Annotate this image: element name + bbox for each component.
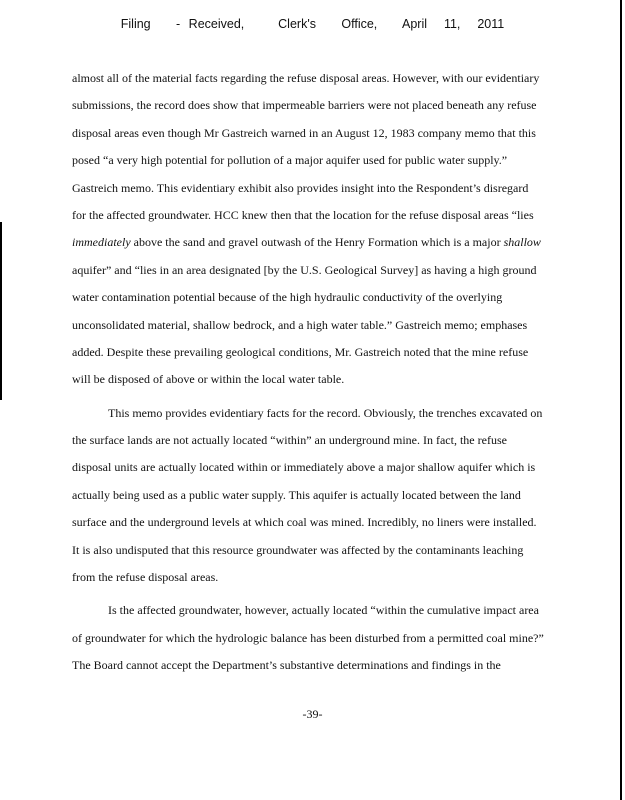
text-line: submissions, the record does show that impermeable barriers were not placed beneath any refuse [72, 98, 537, 113]
paragraph-2 [72, 406, 550, 598]
paragraph-3 [72, 603, 550, 685]
text-line: surface and the underground levels at which coal was mined. Incredibly, no liners were installed. [72, 515, 537, 530]
emphasis-shallow: shallow [503, 235, 541, 250]
text-line: posed “a very high potential for pollution of a major aquifer used for public water supply.” [72, 153, 508, 168]
emphasis-immediately: immediately [72, 235, 131, 250]
text-line: water contamination potential because of the high hydraulic conductivity of the overlying [72, 290, 503, 305]
page-edge-border [620, 0, 622, 800]
text-line: aquifer” and “lies in an area designated [by the U.S. Geological Survey] as having a high ground [72, 262, 537, 277]
text-line: Gastreich memo. This evidentiary exhibit also provides insight into the Respondent’s disregard [72, 180, 529, 195]
text-line: from the refuse disposal areas. [72, 570, 219, 585]
text-line: actually being used as a public water supply. This aquifer is actually located between the land [72, 487, 521, 502]
text-line: The Board cannot accept the Department’s substantive determinations and findings in the [72, 658, 501, 673]
text-line: will be disposed of above or within the local water table. [72, 372, 345, 387]
text-line: disposal areas even though Mr Gastreich warned in an August 12, 1983 company memo that this [72, 125, 536, 140]
text-line: Is the affected groundwater, however, actually located “within the cumulative impact area [108, 603, 539, 618]
text-line: almost all of the material facts regarding the refuse disposal areas. However, with our evidentiary [72, 71, 540, 85]
text-line: of groundwater for which the hydrologic balance has been disturbed from a permitted coal mine?” [72, 630, 544, 645]
paragraph-1 [72, 71, 550, 400]
page-number: -39- [302, 707, 323, 721]
text-span: above the sand and gravel outwash of the Henry Formation which is a major [130, 235, 504, 250]
text-line: This memo provides evidentiary facts for the record. Obviously, the trenches excavated on [108, 405, 543, 420]
filing-stamp-header: Filing - Received, Clerk's Office, April 11, 2011 [120, 17, 505, 31]
document-body [72, 71, 550, 686]
text-line [72, 235, 550, 262]
text-line: unconsolidated material, shallow bedrock, and a high water table.” Gastreich memo; emphases [72, 317, 528, 332]
text-line: added. Despite these prevailing geological conditions, Mr. Gastreich noted that the mine refuse [72, 344, 529, 359]
text-line: It is also undisputed that this resource groundwater was affected by the contaminants leaching [72, 542, 524, 557]
text-line: for the affected groundwater. HCC knew then that the location for the refuse disposal areas “lies [72, 207, 534, 222]
left-margin-mark [0, 222, 2, 400]
text-line: disposal units are actually located within or immediately above a major shallow aquifer which is [72, 460, 536, 475]
text-line: the surface lands are not actually located “within” an underground mine. In fact, the refuse [72, 433, 507, 448]
